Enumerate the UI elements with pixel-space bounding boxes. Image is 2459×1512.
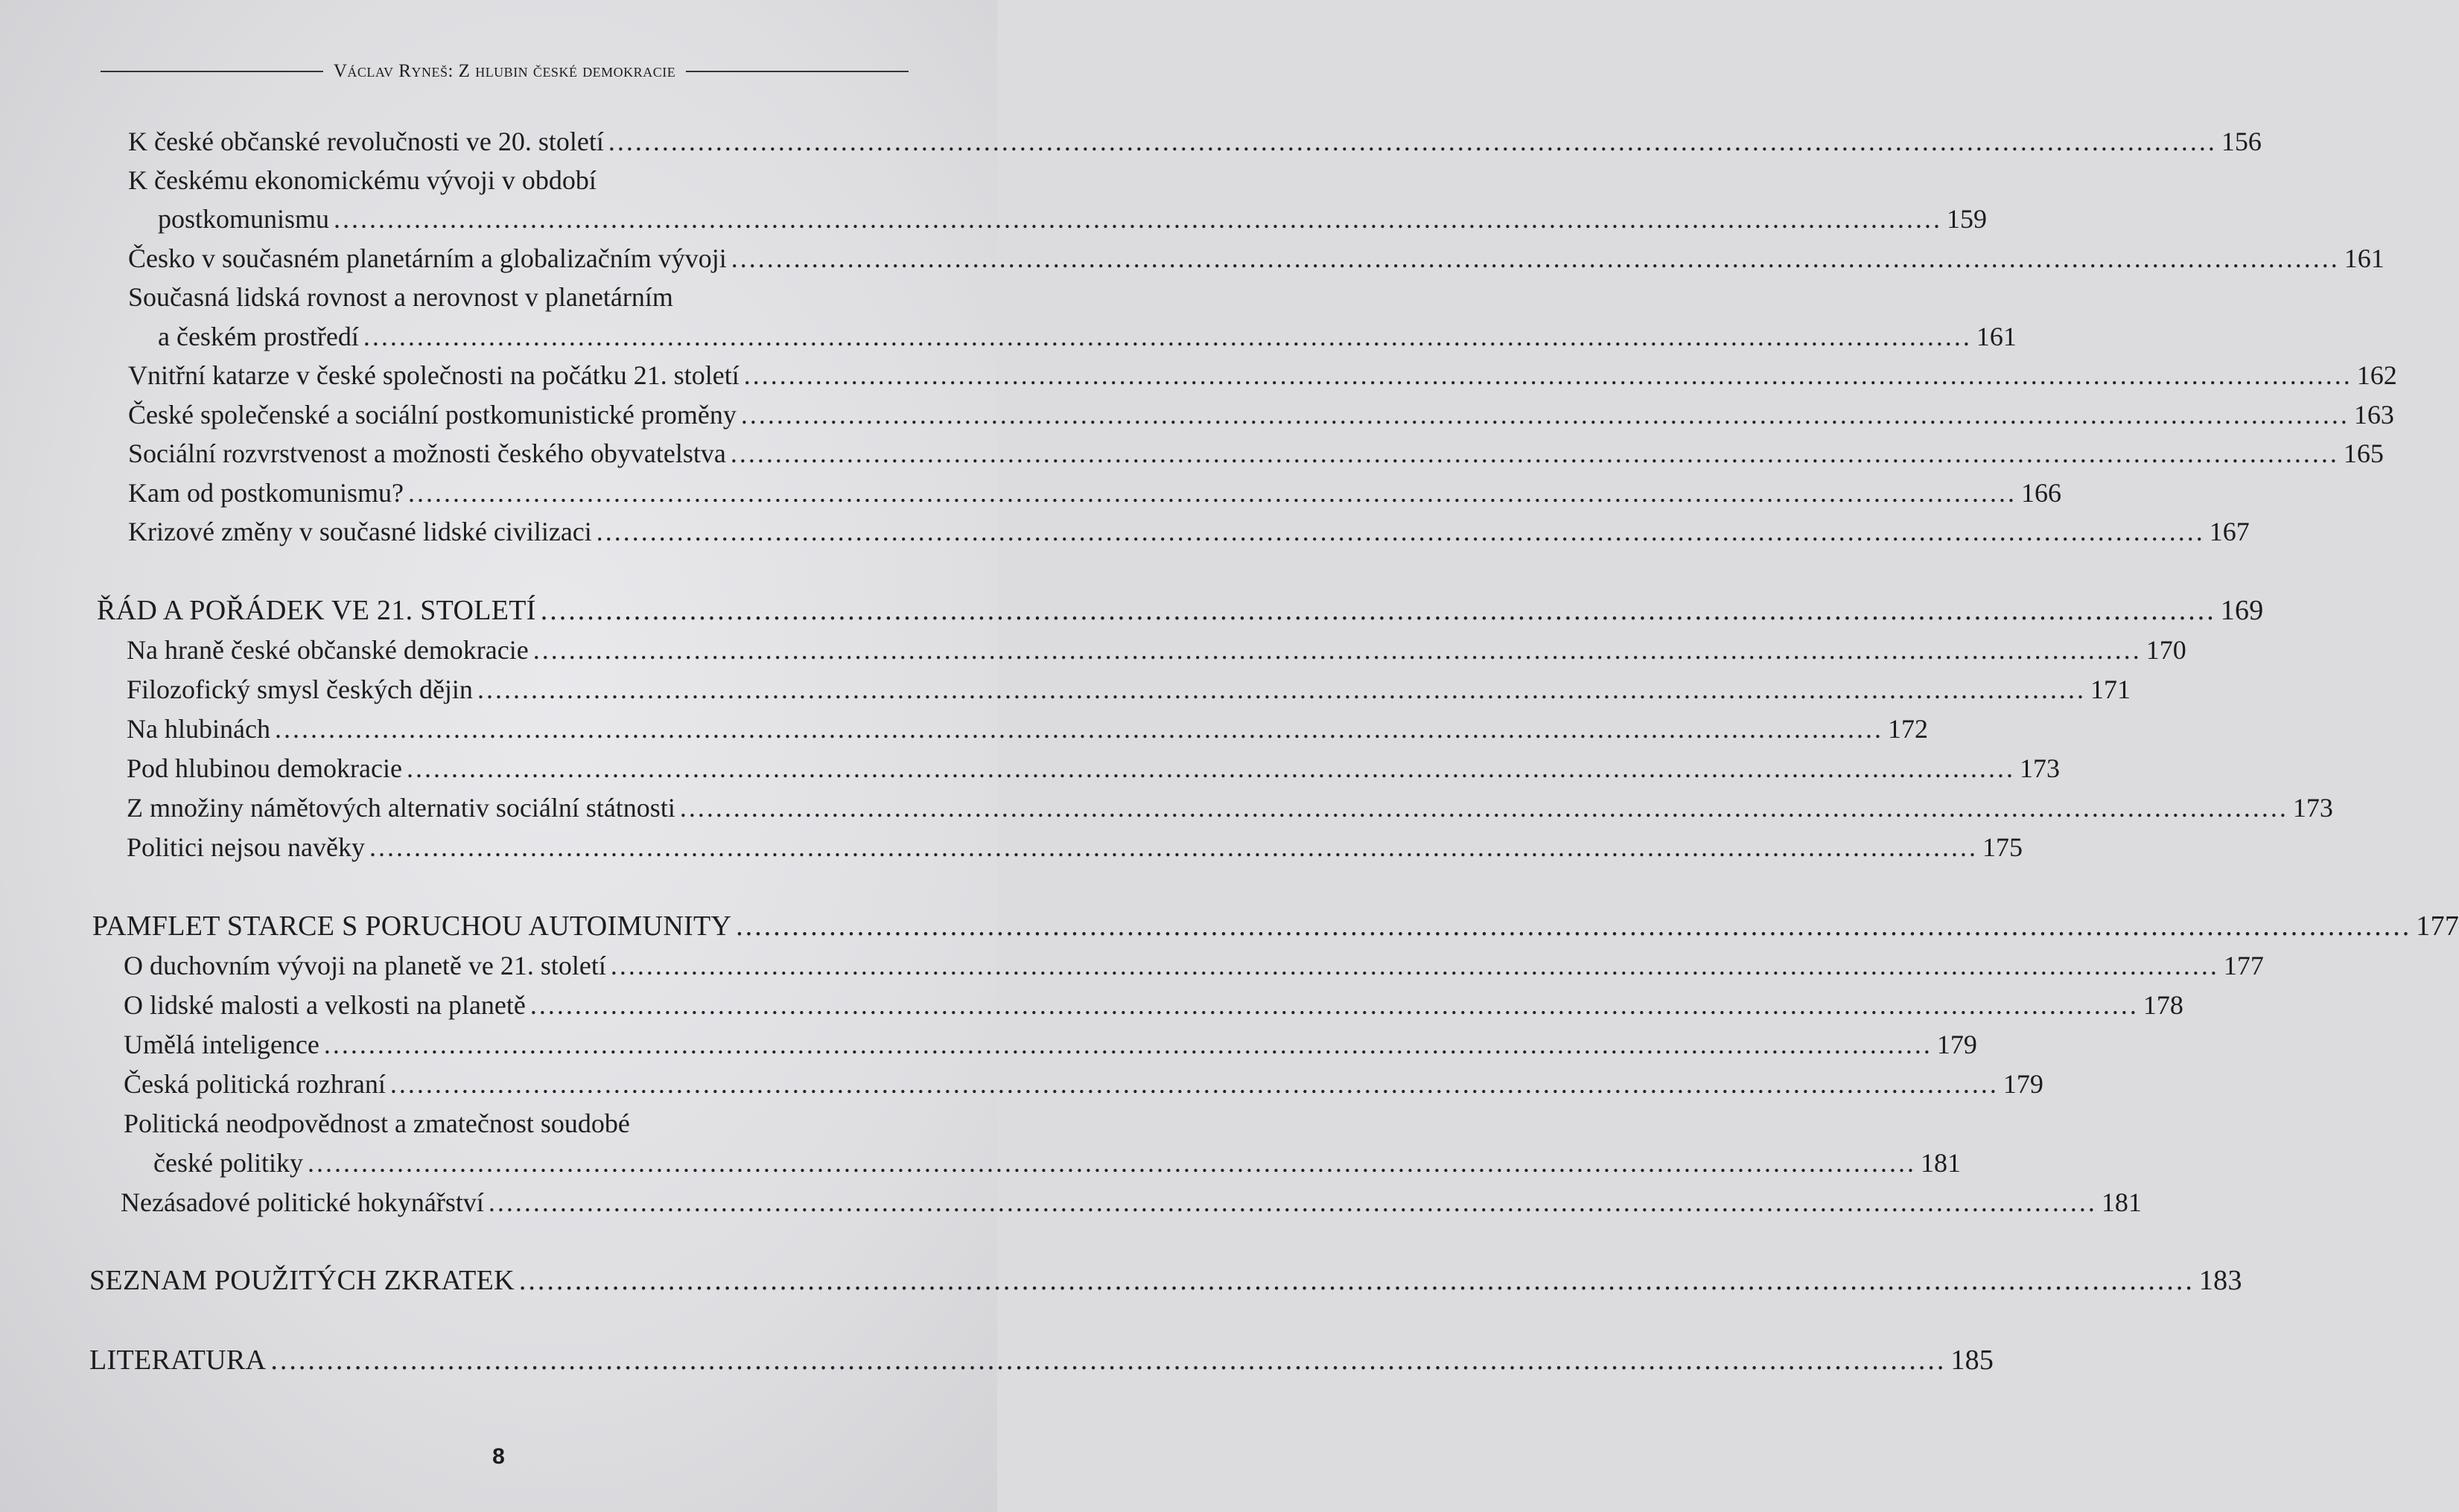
toc-section-title: LITERATURA [89,1344,267,1376]
toc-leader-dots: .................................................................................................................................................................................... [743,360,2353,390]
toc-entry [128,476,2061,509]
toc-entry-page: 185 [1950,1344,1994,1376]
toc-entry-page: 179 [1936,1030,1977,1059]
toc-entry-page: 177 [2416,910,2459,942]
toc-entry-page: 156 [2221,127,2262,156]
toc-entry-page: 165 [2343,438,2384,468]
toc-section-title: SEZNAM POUŽITÝCH ZKRATEK [89,1265,515,1296]
toc-section [89,1264,2242,1297]
toc-leader-dots: .................................................................................................................................................................................... [323,1030,1932,1059]
toc-entry-page: 171 [2090,674,2131,704]
toc-leader-dots: .................................................................................................................................................................................... [610,951,2219,980]
page-number: 8 [492,1444,505,1469]
toc-entry-title: Krizové změny v současné lidské civilizaci [128,517,592,546]
header-rule-right [686,71,909,72]
toc-entry [128,398,2394,431]
toc-entry [128,437,2384,470]
toc-entry-page: 178 [2143,990,2183,1020]
toc-entry-title: Politická neodpovědnost a zmatečnost soudobé [124,1109,630,1138]
toc-entry-page: 172 [1887,714,1928,744]
header-rule-left [101,71,323,72]
toc-entry-page: 179 [2002,1069,2043,1099]
toc-section [92,910,2459,942]
toc-leader-dots: .................................................................................................................................................................................... [307,1148,1916,1178]
toc-entry [124,949,2264,982]
toc-entry [158,320,2017,353]
toc-entry-page: 175 [1982,832,2023,862]
toc-entry [158,202,1988,235]
toc-entry-page: 161 [2344,243,2385,273]
toc-entry-title: Na hraně české občanské demokracie [127,635,529,665]
toc-leader-dots: .................................................................................................................................................................................... [270,1344,1947,1376]
toc-entry [127,791,2333,824]
toc-leader-dots: .................................................................................................................................................................................... [518,1265,2195,1296]
toc-leader-dots: .................................................................................................................................................................................... [407,478,2017,508]
toc-entry-title: Česko v současném planetárním a globalizačním vývoji [128,243,727,273]
toc-entry [153,1146,1961,1179]
toc-entry-title: O lidské malosti a velkosti na planetě [124,990,526,1020]
toc-entry-title: Česká politická rozhraní [124,1069,386,1099]
toc-entry [124,1028,1977,1061]
toc-entry-page: 170 [2145,635,2186,665]
toc-leader-dots: .................................................................................................................................................................................... [529,990,2139,1020]
toc-leader-dots: .................................................................................................................................................................................... [532,635,2142,665]
toc-entry-page: 166 [2020,478,2061,508]
toc-entry-page: 167 [2209,517,2250,546]
toc-entry [128,242,2385,275]
toc-leader-dots: .................................................................................................................................................................................... [334,204,1943,234]
toc-leader-dots: .................................................................................................................................................................................... [477,674,2086,704]
running-header [101,61,909,82]
toc-entry-page: 159 [1947,204,1988,234]
toc-leader-dots: .................................................................................................................................................................................... [406,753,2015,783]
toc-section [97,594,2264,627]
toc-entry-title: Současná lidská rovnost a nerovnost v planetárním [128,282,673,312]
toc-entry-title: Sociální rozvrstvenost a možnosti českého obyvatelstva [128,438,726,468]
toc-entry-title: Umělá inteligence [124,1030,319,1059]
toc-entry-page: 181 [2101,1187,2142,1217]
toc-entry-title: Politici nejsou navěky [127,832,365,862]
toc-leader-dots: .................................................................................................................................................................................... [274,714,1883,744]
toc-leader-dots: .................................................................................................................................................................................... [363,322,1972,351]
toc-leader-dots: .................................................................................................................................................................................... [540,595,2216,626]
toc-leader-dots: .................................................................................................................................................................................... [679,793,2288,823]
header-title: Václav Ryneš: Z hlubin české demokracie [333,61,676,81]
toc-entry-page: 181 [1920,1148,1961,1178]
toc-section-title: ŘÁD A POŘÁDEK VE 21. STOLETÍ [97,595,536,626]
toc-entry-page: 183 [2198,1265,2242,1296]
toc-leader-dots: .................................................................................................................................................................................... [488,1187,2097,1217]
toc-entry [128,125,2262,158]
toc-entry-page: 163 [2353,400,2394,430]
toc-entry-continuation: postkomunismu [158,204,330,234]
toc-entry [127,831,2023,864]
toc-entry-title: Nezásadové politické hokynářství [121,1187,484,1217]
toc-entry [128,515,2250,548]
toc-entry [127,752,2060,785]
toc-leader-dots: .................................................................................................................................................................................... [730,438,2339,468]
toc-entry-title: K českému ekonomickému vývoji v období [128,165,597,195]
toc-entry-title: Na hlubinách [127,714,270,744]
toc-leader-dots: .................................................................................................................................................................................... [736,910,2412,942]
toc-entry-page: 161 [1976,322,2017,351]
toc-entry-page: 162 [2356,360,2397,390]
toc-entry-page: 177 [2223,951,2264,980]
toc-entry [127,673,2131,706]
toc-entry-title: Kam od postkomunismu? [128,478,404,508]
toc-entry [124,1068,2043,1100]
toc-entry-title: Vnitřní katarze v české společnosti na počátku 21. století [128,360,739,390]
toc-entry-title: O duchovním vývoji na planetě ve 21. století [124,951,606,980]
toc-leader-dots: .................................................................................................................................................................................... [369,832,1978,862]
toc-entry-title: K české občanské revolučnosti ve 20. století [128,127,604,156]
toc-leader-dots: .................................................................................................................................................................................... [740,400,2350,430]
toc-entry-page: 169 [2220,595,2264,626]
toc-entry [127,712,1928,745]
toc-entry-page: 173 [2292,793,2333,823]
toc-entry [127,634,2186,666]
toc-leader-dots: .................................................................................................................................................................................... [731,243,2340,273]
toc-entry-continuation: české politiky [153,1148,303,1178]
toc-leader-dots: .................................................................................................................................................................................... [608,127,2217,156]
toc-entry-title: Pod hlubinou demokracie [127,753,402,783]
toc-leader-dots: .................................................................................................................................................................................... [389,1069,1999,1099]
toc-entry [121,1186,2142,1219]
toc-entry-continuation: a českém prostředí [158,322,359,351]
toc-entry [128,359,2397,392]
toc-section-title: PAMFLET STARCE S PORUCHOU AUTOIMUNITY [92,910,732,942]
toc-leader-dots: .................................................................................................................................................................................... [596,517,2205,546]
toc-section [89,1344,1994,1377]
toc-entry-page: 173 [2019,753,2060,783]
toc-entry-title: České společenské a sociální postkomunistické proměny [128,400,737,430]
toc-entry-title: Filozofický smysl českých dějin [127,674,473,704]
toc-entry [124,989,2183,1021]
toc-entry-title: Z množiny námětových alternativ sociální státnosti [127,793,675,823]
